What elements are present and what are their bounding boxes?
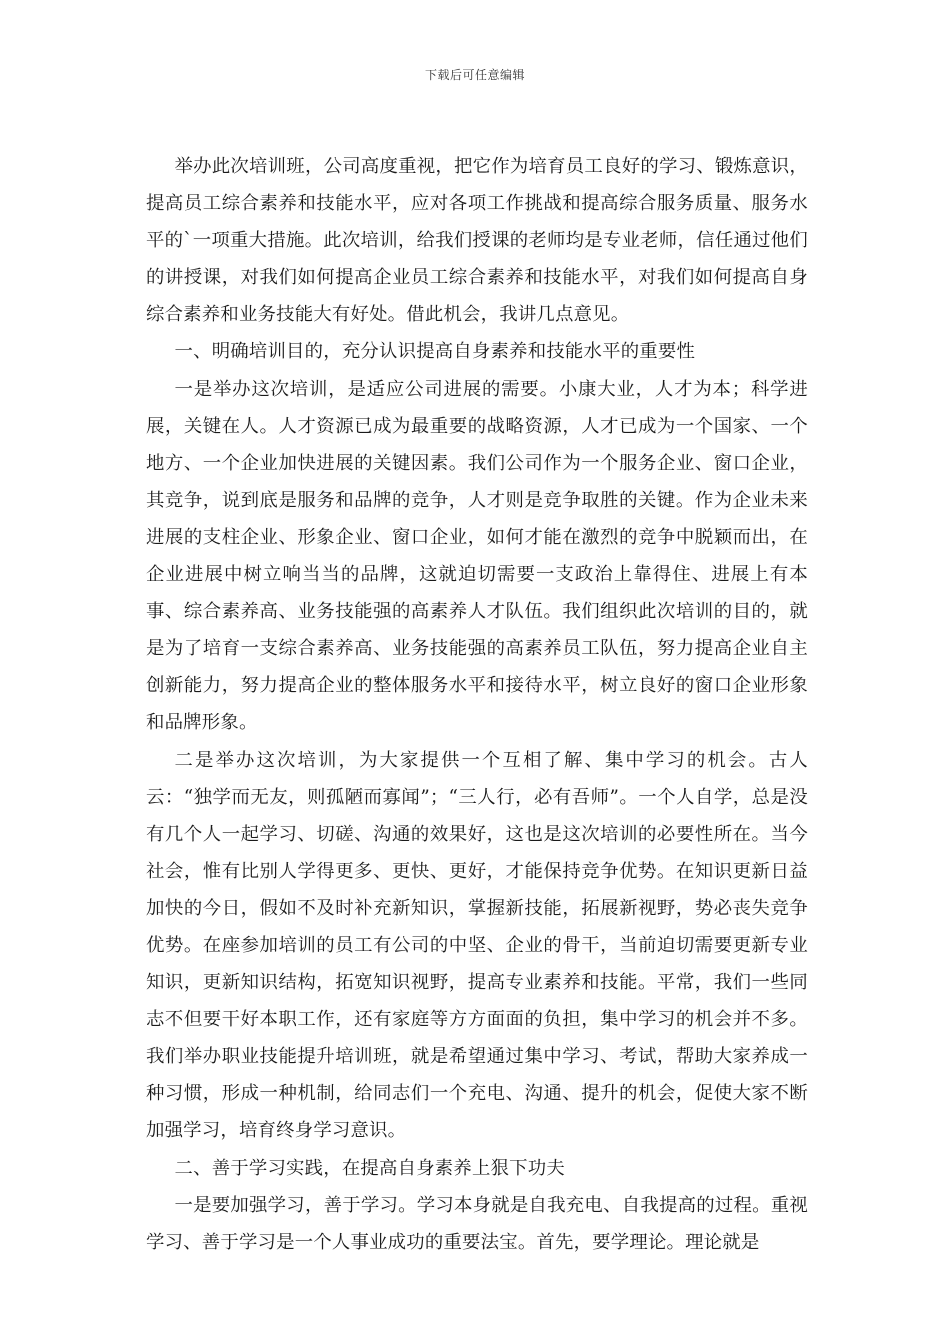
section-heading-1: 一、明确培训目的，充分认识提高自身素养和技能水平的重要性 xyxy=(174,341,696,363)
page-header: 下载后可任意编辑 xyxy=(424,68,525,82)
paragraph-point-3: 一是要加强学习，善于学习。学习本身就是自我充电、自我提高的过程。重视学习、善于学习是一个人事业成功的重要法宝。首先，要学理论。理论就是 xyxy=(146,1194,808,1253)
paragraph-intro: 举办此次培训班，公司高度重视，把它作为培育员工良好的学习、锻炼意识，提高员工综合素养和技能水平，应对各项工作挑战和提高综合服务质量、服务水平的`一项重大措施。此次培训，给我们授课的老师均是专业老师，信任通过他们的讲授课，对我们如何提高企业员工综合素养和技能水平，对我们如何提高自身综合素养和业务技能大有好处。借此机会，我讲几点意见。 xyxy=(146,156,808,326)
paragraph-point-1: 一是举办这次培训，是适应公司进展的需要。小康大业，人才为本；科学进展，关键在人。人才资源已成为最重要的战略资源，人才已成为一个国家、一个地方、一个企业加快进展的关键因素。我们公司作为一个服务企业、窗口企业，其竞争，说到底是服务和品牌的竞争，人才则是竞争取胜的关键。作为企业未来进展的支柱企业、形象企业、窗口企业，如何才能在激烈的竞争中脱颖而出，在企业进展中树立响当当的品牌，这就迫切需要一支政治上靠得住、进展上有本事、综合素养高、业务技能强的高素养人才队伍。我们组织此次培训的目的，就是为了培育一支综合素养高、业务技能强的高素养员工队伍，努力提高企业自主创新能力，努力提高企业的整体服务水平和接待水平，树立良好的窗口企业形象和品牌形象。 xyxy=(146,378,808,734)
paragraph-point-2: 二是举办这次培训，为大家提供一个互相了解、集中学习的机会。古人云：“独学而无友，则孤陋而寡闻”；“三人行，必有吾师”。一个人自学，总是没有几个人一起学习、切磋、沟通的效果好，这也是这次培训的必要性所在。当今社会，惟有比别人学得更多、更快、更好，才能保持竞争优势。在知识更新日益加快的今日，假如不及时补充新知识，掌握新技能，拓展新视野，势必丧失竞争优势。在座参加培训的员工有公司的中坚、企业的骨干，当前迫切需要更新专业知识，更新知识结构，拓宽知识视野，提高专业素养和技能。平常，我们一些同志不但要干好本职工作，还有家庭等方方面面的负担，集中学习的机会并不多。我们举办职业技能提升培训班，就是希望通过集中学习、考试，帮助大家养成一种习惯，形成一种机制，给同志们一个充电、沟通、提升的机会，促使大家不断加强学习，培育终身学习意识。 xyxy=(146,749,808,1142)
document-body xyxy=(146,148,808,1261)
section-heading-2: 二、善于学习实践，在提高自身素养上狠下功夫 xyxy=(174,1157,565,1179)
